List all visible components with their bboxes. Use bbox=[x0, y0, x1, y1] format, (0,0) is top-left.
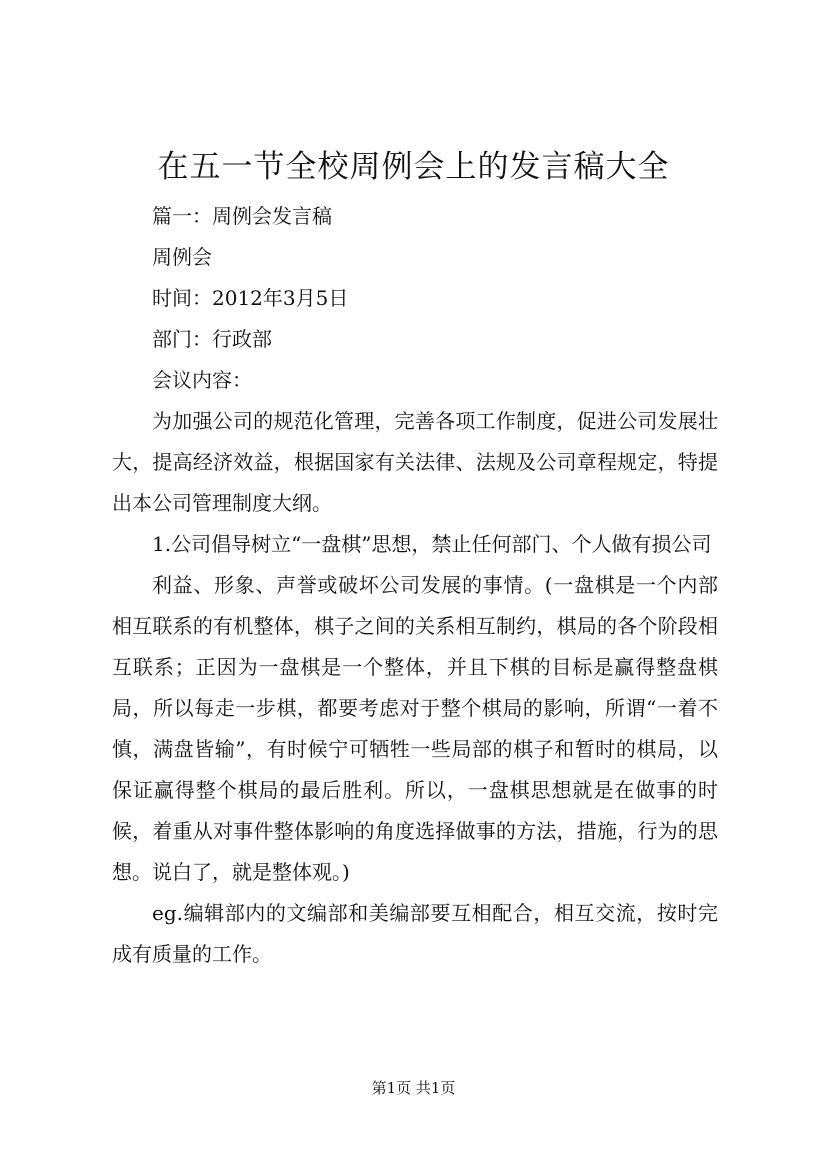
section-heading: 篇一：周例会发言稿 bbox=[152, 204, 332, 228]
body-paragraph: eg.编辑部内的文编部和美编部要互相配合，相互交流，按时完成有质量的工作。 bbox=[112, 901, 718, 966]
body-paragraph: 为加强公司的规范化管理，完善各项工作制度，促进公司发展壮大，提高经济效益，根据国家有关法律、法规及公司章程规定，特提出本公司管理制度大纲。 bbox=[112, 409, 718, 515]
document-body bbox=[112, 196, 718, 975]
page-footer: 第1页 共1页 bbox=[371, 1079, 456, 1097]
document-title: 在五一节全校周例会上的发言稿大全 bbox=[157, 149, 670, 185]
meeting-content-label: 会议内容： bbox=[152, 368, 252, 392]
body-paragraph: 1.公司倡导树立“一盘棋”思想，禁止任何部门、个人做有损公司 bbox=[152, 532, 712, 556]
body-paragraph: 利益、形象、声誉或破坏公司发展的事情。(一盘棋是一个内部相互联系的有机整体，棋子之间的关系相互制约，棋局的各个阶段相互联系；正因为一盘棋是一个整体，并且下棋的目标是赢得整盘棋局，所以每走一步棋，都要考虑对于整个棋局的影响，所谓“一着不慎，满盘皆输”，有时候宁可牺牲一些局部的棋子和暂时的棋局，以保证赢得整个棋局的最后胜利。所以，一盘棋思想就是在做事的时候，着重从对事件整体影响的角度选择做事的方法，措施，行为的思想。说白了，就是整体观。) bbox=[112, 573, 718, 884]
meeting-time: 时间：2012年3月5日 bbox=[152, 286, 349, 310]
meeting-department: 部门：行政部 bbox=[152, 327, 272, 351]
meeting-name: 周例会 bbox=[152, 245, 212, 269]
